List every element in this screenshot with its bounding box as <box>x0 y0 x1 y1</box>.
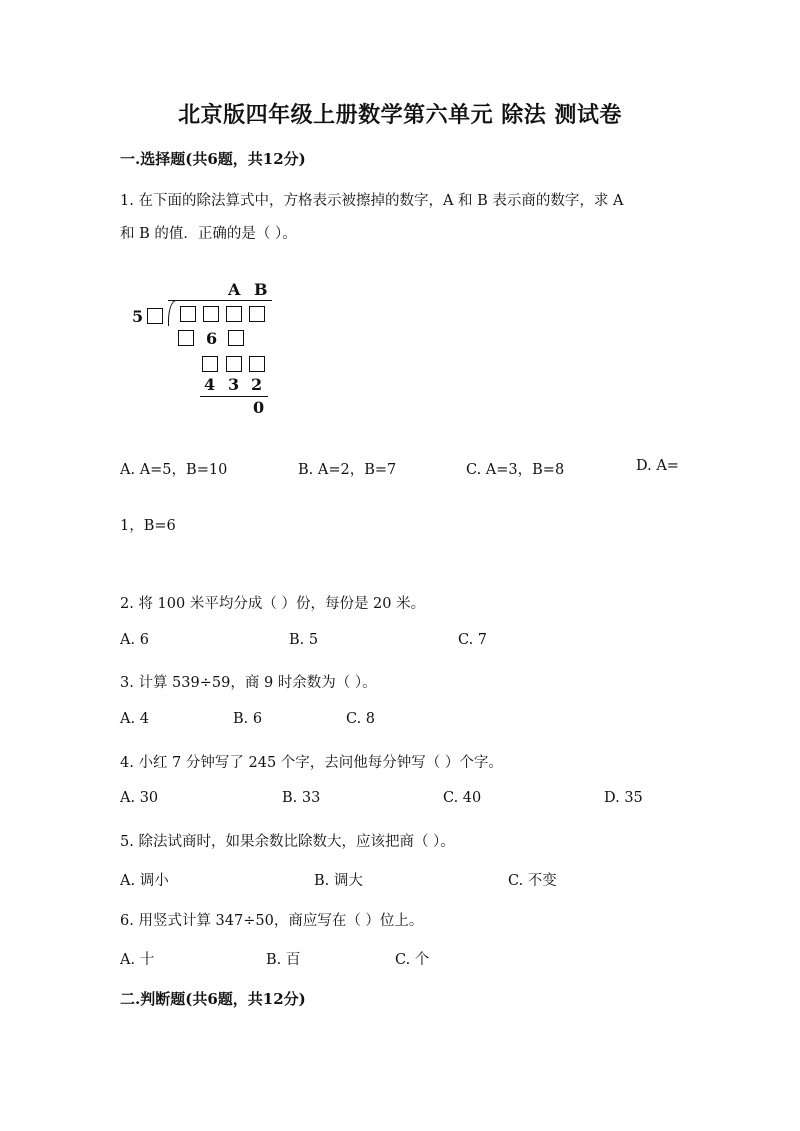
q1-option-a: A. A=5，B=10 <box>120 462 228 478</box>
row2-digit: 6 <box>206 329 218 348</box>
dividend-box-3 <box>226 306 242 322</box>
question-2-stem: 2. 将 100 米平均分成（ ）份，每份是 20 米。 <box>120 596 426 612</box>
question-6-stem: 6. 用竖式计算 347÷50，商应写在（ ）位上。 <box>120 913 424 929</box>
q5-option-a: A. 调小 <box>120 873 169 889</box>
q6-option-b: B. 百 <box>266 952 301 968</box>
row3-box-1 <box>202 356 218 372</box>
dividend-box-2 <box>203 306 219 322</box>
q1-option-b: B. A=2，B=7 <box>298 462 397 478</box>
quotient-digit-a: A <box>228 280 241 299</box>
row3-box-3 <box>249 356 265 372</box>
q3-option-a: A. 4 <box>120 711 149 727</box>
q3-option-b: B. 6 <box>233 711 263 727</box>
long-division-figure <box>120 272 290 432</box>
q6-option-a: A. 十 <box>120 952 155 968</box>
row4-digit-2: 2 <box>251 375 263 394</box>
row3-box-2 <box>226 356 242 372</box>
q4-option-a: A. 30 <box>120 790 159 806</box>
remainder-digit: 0 <box>253 398 265 417</box>
q4-option-b: B. 33 <box>282 790 321 806</box>
q1-option-c: C. A=3，B=8 <box>466 462 565 478</box>
question-5-stem: 5. 除法试商时，如果余数比除数大，应该把商（ ）。 <box>120 834 455 850</box>
row2-box-1 <box>178 330 194 346</box>
question-3-stem: 3. 计算 539÷59，商 9 时余数为（ ）。 <box>120 675 377 691</box>
q2-option-a: A. 6 <box>120 632 149 648</box>
page-title: 北京版四年级上册数学第六单元 除法 测试卷 <box>178 102 622 128</box>
divisor-blank-box <box>147 308 163 324</box>
row4-digit-3: 3 <box>228 375 240 394</box>
q5-option-c: C. 不变 <box>508 873 557 889</box>
remainder-line <box>200 396 268 397</box>
q2-option-b: B. 5 <box>289 632 319 648</box>
q1-option-d: D. A= <box>636 458 679 474</box>
dividend-box-1 <box>180 306 196 322</box>
section-heading-choice: 一.选择题(共6题，共12分) <box>120 150 306 168</box>
row2-box-2 <box>228 330 244 346</box>
question-1-stem-line2: 和 B 的值．正确的是（ ）。 <box>120 226 297 242</box>
question-4-stem: 4. 小红 7 分钟写了 245 个字，去问他每分钟写（ ）个字。 <box>120 755 503 771</box>
q1-option-d-wrap: 1，B=6 <box>120 518 176 534</box>
q4-option-d: D. 35 <box>604 790 643 806</box>
q3-option-c: C. 8 <box>346 711 376 727</box>
q5-option-b: B. 调大 <box>314 873 363 889</box>
row4-digit-4: 4 <box>204 375 216 394</box>
quotient-digit-b: B <box>254 280 268 299</box>
dividend-box-4 <box>249 306 265 322</box>
q2-option-c: C. 7 <box>458 632 488 648</box>
q6-option-c: C. 个 <box>395 952 430 968</box>
question-1-stem-line1: 1. 在下面的除法算式中，方格表示被擦掉的数字，A 和 B 表示商的数字，求 A <box>120 193 624 209</box>
q4-option-c: C. 40 <box>443 790 482 806</box>
division-bracket <box>168 300 176 326</box>
section-heading-judgement: 二.判断题(共6题，共12分) <box>120 990 306 1008</box>
quotient-line <box>168 300 272 301</box>
divisor-digit: 5 <box>132 307 144 326</box>
